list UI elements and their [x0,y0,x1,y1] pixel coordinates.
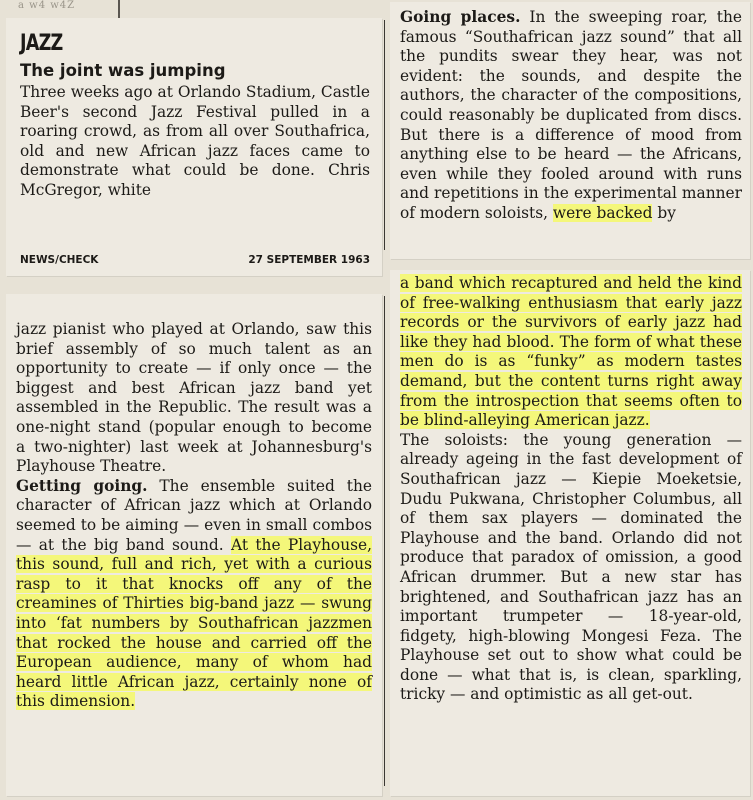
publication-date: 27 SEPTEMBER 1963 [248,254,370,266]
run-in-head-getting-going: Getting going. [16,476,148,495]
article-headline: The joint was jumping [20,61,226,80]
column-rule-top [384,20,385,250]
highlighted-passage-band: a band which recaptured and held the kind of free-walking enthusiasm that early jazz records or the survivors of early jazz had like they had blood. The form of what these men do is as “funky” as modern tastes demand, but the content turns right away from the introspection that seems often to be blind-alleying American jazz. [400,274,742,430]
paragraph-band-highlight [400,274,742,431]
source-line [20,254,370,266]
going-places-tail: by [652,203,676,222]
going-places-text: In the sweeping roar, the famous “Southafrican jazz sound” that all the pundits swear they hear, was not evident: the sounds, and despite the authors, the character of the compositions, could reasonably be duplicated from discs. But there is a difference of mood from anything else to be heard — the Africans, even while they fooled around with runs and repetitions in the experimental manner of modern soloists, [400,8,742,222]
scrap-divider [118,0,120,18]
clipping-intro [6,18,382,276]
highlighted-were-backed: were backed [552,203,653,222]
section-label: JAZZ [20,31,63,56]
clipping-left-column [6,294,382,796]
clipping-right-top [390,2,750,259]
column-rule-bottom [384,296,385,786]
paragraph-result: jazz pianist who played at Orlando, saw this brief assembly of so much talent as an opportunity to create — if only once — the biggest and best African jazz band yet assembled in the Republic. The result was a one-night stand (popular enough to become a two-nighter) last week at Johannesburg's Playhouse Theatre. [16,320,372,476]
highlighted-passage-playhouse: At the Playhouse, this sound, full and rich, yet with a curious rasp to it that knocks off any of the creamines of Thirties big-band jazz — swung into ‘fat numbers by Southafrican jazzmen that rocked the house and carried off the European audience, many of whom had heard little African jazz, certainly none of this dimension. [16,535,372,711]
clipping-right-bottom [390,270,750,796]
paragraph-soloists: The soloists: the young generation — already ageing in the fast development of Southafrican jazz — Kiepie Moeketsie, Dudu Pukwana, Christopher Columbus, all of them sax players — dominated the Playhouse and the band. Orlando did not produce that paradox of omission, a good African drummer. But a new star has brightened, and Southafrican jazz has an important trumpeter — 18-year-old, fidgety, high-blowing Mongesi Feza. The Playhouse set out to show what could be done — what that is, is clean, sparkling, tricky — and optimistic as all get-out. [400,430,742,704]
run-in-head-going-places: Going places. [400,8,521,26]
paragraph-going-places [400,8,742,224]
lead-paragraph: Three weeks ago at Orlando Stadium, Castle Beer's second Jazz Festival pulled in a roaring crowd, as from all over Southafrica, old and new African jazz faces came to demonstrate what could be done. Chris McGregor, white [20,83,370,199]
torn-header-scrap: a w4 w4Z [18,0,76,11]
publication-name: NEWS/CHECK [20,254,99,266]
paragraph-getting-going [16,477,372,712]
getting-going-text: The ensemble suited the character of African jazz which at Orlando seemed to be aiming — even in small combos — at the big band sound. [16,476,372,554]
